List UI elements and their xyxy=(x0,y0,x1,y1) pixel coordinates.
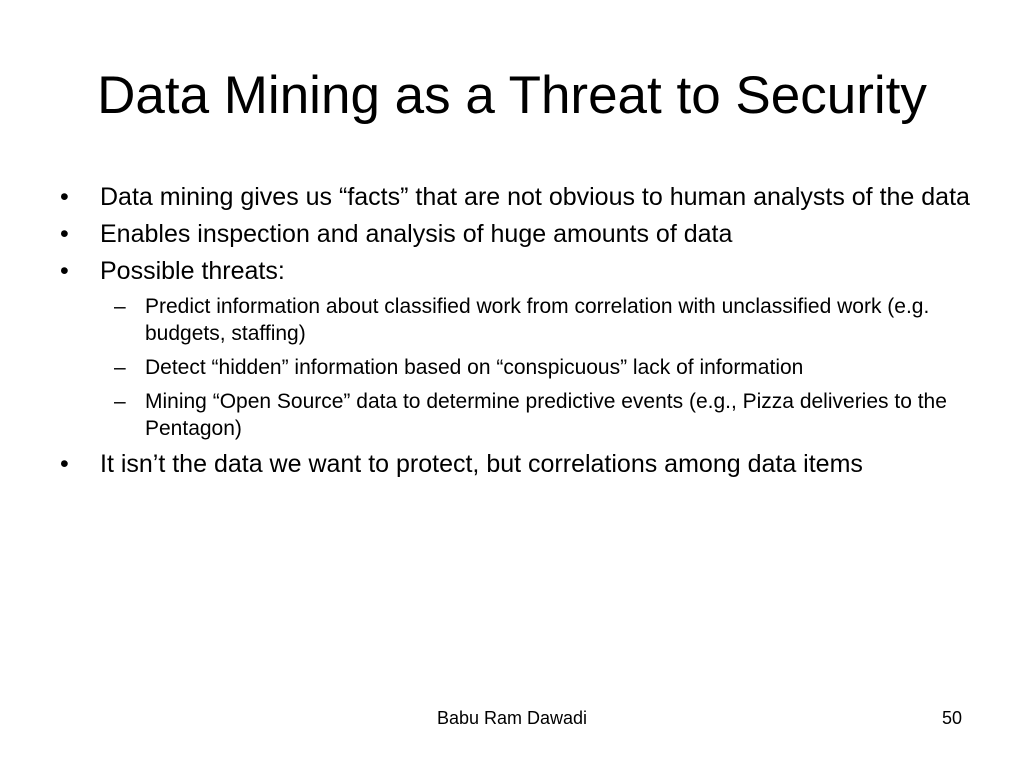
bullet-text: It isn’t the data we want to protect, but correlations among data items xyxy=(100,450,863,478)
bullet-marker: • xyxy=(60,257,69,285)
sub-bullet-marker: – xyxy=(114,295,126,318)
bullet-text: Enables inspection and analysis of huge amounts of data xyxy=(100,220,733,248)
bullet-item xyxy=(56,219,976,250)
bullet-marker: • xyxy=(60,450,69,478)
sub-bullet-text: Predict information about classified work from correlation with unclassified work (e.g. budgets, staffing) xyxy=(145,295,930,345)
bullet-text: Possible threats: xyxy=(100,257,285,285)
bullet-item xyxy=(56,449,976,480)
sub-bullet-list xyxy=(56,293,976,442)
bullet-item xyxy=(56,182,976,213)
bullet-text: Data mining gives us “facts” that are not obvious to human analysts of the data xyxy=(100,183,970,211)
sub-bullet-marker: – xyxy=(114,390,126,413)
slide-content xyxy=(56,182,976,486)
sub-bullet-marker: – xyxy=(114,356,126,379)
sub-bullet-item xyxy=(56,354,976,381)
bullet-marker: • xyxy=(60,220,69,248)
bullet-item xyxy=(56,256,976,287)
slide-title: Data Mining as a Threat to Security xyxy=(97,66,927,125)
sub-bullet-item xyxy=(56,293,976,347)
footer-page-number: 50 xyxy=(941,708,962,728)
sub-bullet-text: Detect “hidden” information based on “conspicuous” lack of information xyxy=(145,356,804,379)
sub-bullet-item xyxy=(56,388,976,442)
sub-bullet-text: Mining “Open Source” data to determine predictive events (e.g., Pizza deliveries to the Pentagon) xyxy=(145,390,947,440)
footer-author: Babu Ram Dawadi xyxy=(436,708,588,728)
bullet-marker: • xyxy=(60,183,69,211)
